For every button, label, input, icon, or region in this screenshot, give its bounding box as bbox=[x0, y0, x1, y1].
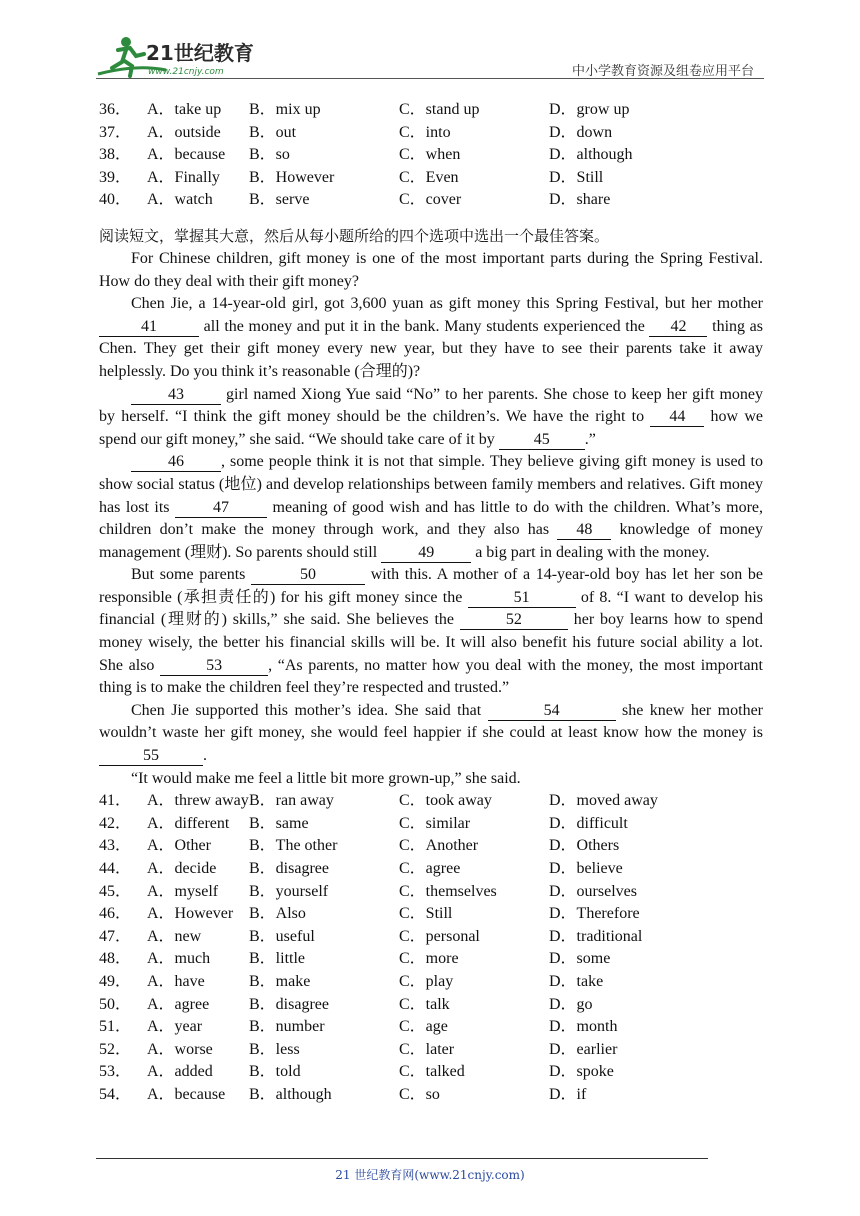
question-row bbox=[99, 189, 763, 212]
option-b[interactable]: B．so bbox=[249, 146, 290, 164]
passage-paragraph-6: Chen Jie supported this mother’s idea. She said that 54 she knew her mother wouldn’t waste her gift money, she would feel happier if she could at least know how the money is 55 . bbox=[99, 701, 764, 765]
option-d[interactable]: D．ourselves bbox=[549, 882, 637, 900]
option-a[interactable]: A．threw away bbox=[147, 792, 249, 810]
option-d[interactable]: D．traditional bbox=[549, 927, 643, 945]
section-instruction: 阅读短文，掌握其大意，然后从每小题所给的四个选项中选出一个最佳答案。 bbox=[99, 226, 610, 245]
blank-43[interactable]: 43 bbox=[131, 386, 221, 405]
question-number: 51． bbox=[99, 1018, 132, 1036]
option-d[interactable]: D．some bbox=[549, 950, 611, 968]
option-a[interactable]: A．new bbox=[147, 927, 202, 945]
option-b[interactable]: B．number bbox=[249, 1018, 325, 1036]
option-c[interactable]: C．agree bbox=[399, 860, 461, 877]
question-row bbox=[99, 99, 763, 122]
question-number: 53． bbox=[99, 1063, 132, 1081]
question-number: 46． bbox=[99, 905, 132, 923]
footer-source: 21 世纪教育网(www.21cnjy.com) bbox=[335, 1168, 525, 1182]
option-d[interactable]: D．difficult bbox=[549, 814, 628, 832]
option-b[interactable]: B．disagree bbox=[249, 995, 329, 1013]
blank-47[interactable]: 47 bbox=[175, 499, 267, 518]
option-d[interactable]: D．Still bbox=[549, 168, 604, 186]
question-number: 40． bbox=[99, 191, 132, 209]
question-number: 44． bbox=[99, 860, 132, 877]
option-b[interactable]: B．out bbox=[249, 123, 297, 141]
runner-logo-icon bbox=[96, 34, 266, 80]
option-b[interactable]: B．serve bbox=[249, 191, 310, 209]
option-d[interactable]: D．take bbox=[549, 972, 604, 990]
passage-paragraph-7: “It would make me feel a little bit more grown-up,” she said. bbox=[131, 769, 521, 787]
question-number: 43． bbox=[99, 837, 132, 855]
option-a[interactable]: A．because bbox=[147, 1085, 226, 1103]
option-d[interactable]: D．Therefore bbox=[549, 905, 640, 923]
option-c[interactable]: C．age bbox=[399, 1018, 448, 1036]
option-b[interactable]: B．ran away bbox=[249, 792, 334, 810]
question-row bbox=[99, 971, 763, 994]
question-row bbox=[99, 144, 763, 167]
blank-46[interactable]: 46 bbox=[131, 453, 221, 472]
question-row bbox=[99, 835, 763, 858]
blank-49[interactable]: 49 bbox=[381, 544, 471, 563]
option-a[interactable]: A．Other bbox=[147, 837, 211, 855]
option-b[interactable]: B．disagree bbox=[249, 860, 329, 877]
option-d[interactable]: D．month bbox=[549, 1018, 618, 1036]
option-c[interactable]: C．cover bbox=[399, 191, 462, 209]
option-a[interactable]: A．outside bbox=[147, 123, 221, 141]
question-number: 41． bbox=[99, 792, 132, 810]
option-a[interactable]: A．However bbox=[147, 905, 234, 923]
option-d[interactable]: D．moved away bbox=[549, 792, 658, 810]
option-b[interactable]: B．although bbox=[249, 1085, 332, 1103]
option-a[interactable]: A．because bbox=[147, 146, 226, 164]
option-a[interactable]: A．watch bbox=[147, 191, 213, 209]
option-b[interactable]: B．told bbox=[249, 1063, 301, 1081]
option-d[interactable]: D．if bbox=[549, 1085, 587, 1103]
option-c[interactable]: C．Still bbox=[399, 905, 453, 923]
question-row bbox=[99, 167, 763, 190]
option-a[interactable]: A．myself bbox=[147, 882, 219, 900]
blank-50[interactable]: 50 bbox=[251, 566, 365, 585]
option-d[interactable]: D．go bbox=[549, 995, 593, 1013]
option-b[interactable]: B．mix up bbox=[249, 101, 321, 118]
document-content bbox=[99, 99, 763, 1107]
question-number: 49． bbox=[99, 972, 132, 990]
option-a[interactable]: A．Finally bbox=[147, 168, 220, 186]
blank-41[interactable]: 41 bbox=[99, 318, 199, 337]
option-c[interactable]: C．stand up bbox=[399, 101, 480, 118]
question-number: 36． bbox=[99, 101, 132, 118]
question-row bbox=[99, 858, 763, 881]
question-row bbox=[99, 1016, 763, 1039]
question-number: 37． bbox=[99, 123, 132, 141]
passage-paragraph-2: Chen Jie, a 14-year-old girl, got 3,600 yuan as gift money this Spring Festival, but her mother 41 all the money and put it in the bank. Many students experienced the 42 thing as Chen. They get their gift money every new year, but they have to see their parents take it away helplessly. Do you think it’s reasonable (合理的)? bbox=[99, 295, 764, 380]
option-c[interactable]: C．so bbox=[399, 1085, 440, 1103]
blank-55[interactable]: 55 bbox=[99, 747, 203, 766]
option-c[interactable]: C．took away bbox=[399, 792, 492, 810]
blank-52[interactable]: 52 bbox=[460, 611, 568, 630]
footer-divider bbox=[96, 1158, 708, 1159]
option-a[interactable]: A．take up bbox=[147, 101, 222, 118]
passage-paragraph-3: 43 girl named Xiong Yue said “No” to her parents. She chose to keep her gift money by herself. “I think the gift money should be the children’s. We have the right to 44 how we spend our gift money,” she said. “We should take care of it by 45 .” bbox=[99, 385, 764, 448]
option-b[interactable]: B．same bbox=[249, 814, 309, 832]
option-b[interactable]: B．less bbox=[249, 1040, 300, 1058]
option-a[interactable]: A．much bbox=[147, 950, 211, 968]
question-row bbox=[99, 1039, 763, 1062]
passage-paragraph-1: For Chinese children, gift money is one of the most important parts during the Spring Festival. How do they deal with their gift money? bbox=[99, 249, 763, 290]
question-number: 38． bbox=[99, 146, 132, 164]
option-b[interactable]: B．Also bbox=[249, 905, 306, 923]
question-number: 45． bbox=[99, 882, 132, 900]
question-row bbox=[99, 1061, 763, 1084]
option-b[interactable]: B．make bbox=[249, 972, 311, 990]
blank-51[interactable]: 51 bbox=[468, 589, 576, 608]
option-c[interactable]: C．personal bbox=[399, 927, 480, 945]
option-a[interactable]: A．added bbox=[147, 1063, 213, 1081]
platform-name: 中小学教育资源及组卷应用平台 bbox=[571, 64, 754, 79]
option-c[interactable]: C．talk bbox=[399, 995, 450, 1013]
question-number: 50． bbox=[99, 995, 132, 1013]
option-c[interactable]: C．similar bbox=[399, 814, 471, 832]
option-d[interactable]: D．Others bbox=[549, 837, 620, 855]
option-d[interactable]: D．believe bbox=[549, 860, 623, 877]
option-c[interactable]: C．into bbox=[399, 123, 451, 141]
option-c[interactable]: C．themselves bbox=[399, 882, 497, 900]
question-row bbox=[99, 790, 763, 813]
question-number: 54． bbox=[99, 1085, 132, 1103]
question-row bbox=[99, 122, 763, 145]
top-questions bbox=[99, 99, 763, 212]
question-row bbox=[99, 1084, 763, 1107]
question-number: 48． bbox=[99, 950, 132, 968]
question-row bbox=[99, 948, 763, 971]
passage-paragraph-4: 46 , some people think it is not that simple. They believe giving gift money is used to show social status (地位) and develop relationships between family members and relatives. Gift money has lost its 47 meaning of good wish and has little to do with the children. What’s more, children don’t make the money through work, and they also has 48 knowledge of money management (理财). So parents should still 49 a big part in dealing with the money. bbox=[99, 453, 764, 561]
question-row bbox=[99, 926, 763, 949]
question-row bbox=[99, 994, 763, 1017]
option-d[interactable]: D．spoke bbox=[549, 1063, 614, 1081]
option-c[interactable]: C．talked bbox=[399, 1063, 465, 1081]
question-number: 47． bbox=[99, 927, 132, 945]
blank-44[interactable]: 44 bbox=[650, 408, 704, 427]
question-number: 42． bbox=[99, 814, 132, 832]
blank-48[interactable]: 48 bbox=[557, 521, 611, 540]
option-b[interactable]: B．The other bbox=[249, 837, 338, 855]
option-d[interactable]: D．earlier bbox=[549, 1040, 618, 1058]
blank-45[interactable]: 45 bbox=[499, 431, 585, 450]
option-b[interactable]: B．little bbox=[249, 950, 306, 968]
option-c[interactable]: C．play bbox=[399, 972, 454, 990]
option-d[interactable]: D．grow up bbox=[549, 101, 630, 118]
option-a[interactable]: A．agree bbox=[147, 995, 210, 1013]
option-d[interactable]: D．down bbox=[549, 123, 613, 141]
option-d[interactable]: D．share bbox=[549, 191, 611, 209]
question-number: 52． bbox=[99, 1040, 132, 1058]
logo-text: 21世纪教育 bbox=[146, 41, 254, 65]
logo-url: www.21cnjy.com bbox=[148, 67, 224, 77]
option-d[interactable]: D．although bbox=[549, 146, 633, 164]
passage-paragraph-5: But some parents 50 with this. A mother of a 14-year-old boy has let her son be responsible (承担责任的) for his gift money since the 51 of 8. “I want to develop his financial (理财的) skills,” she said. She believes the 52 her boy learns how to spend money wisely, the better his financial skills will be. It will also benefit his future social ability a lot. She also 53 , “As parents, no matter how you deal with the money, the most important thing is to make the children feel they’re respected and trusted.” bbox=[99, 566, 764, 697]
option-a[interactable]: A．year bbox=[147, 1018, 203, 1036]
option-c[interactable]: C．Another bbox=[399, 837, 479, 855]
option-c[interactable]: C．more bbox=[399, 950, 459, 968]
option-b[interactable]: B．yourself bbox=[249, 882, 329, 900]
option-a[interactable]: A．worse bbox=[147, 1040, 213, 1058]
blank-42[interactable]: 42 bbox=[649, 318, 707, 337]
option-a[interactable]: A．different bbox=[147, 814, 230, 832]
site-logo bbox=[96, 34, 266, 80]
option-c[interactable]: C．when bbox=[399, 146, 461, 164]
blank-53[interactable]: 53 bbox=[160, 657, 268, 676]
question-row bbox=[99, 813, 763, 836]
blank-54[interactable]: 54 bbox=[488, 702, 616, 721]
question-number: 39． bbox=[99, 168, 132, 186]
question-row bbox=[99, 881, 763, 904]
option-c[interactable]: C．Even bbox=[399, 168, 459, 186]
option-b[interactable]: B．However bbox=[249, 168, 335, 186]
option-a[interactable]: A．decide bbox=[147, 860, 217, 877]
header-divider bbox=[96, 78, 764, 79]
question-row bbox=[99, 903, 763, 926]
option-a[interactable]: A．have bbox=[147, 972, 205, 990]
passage-questions bbox=[99, 790, 763, 1106]
option-b[interactable]: B．useful bbox=[249, 927, 315, 945]
option-c[interactable]: C．later bbox=[399, 1040, 455, 1058]
